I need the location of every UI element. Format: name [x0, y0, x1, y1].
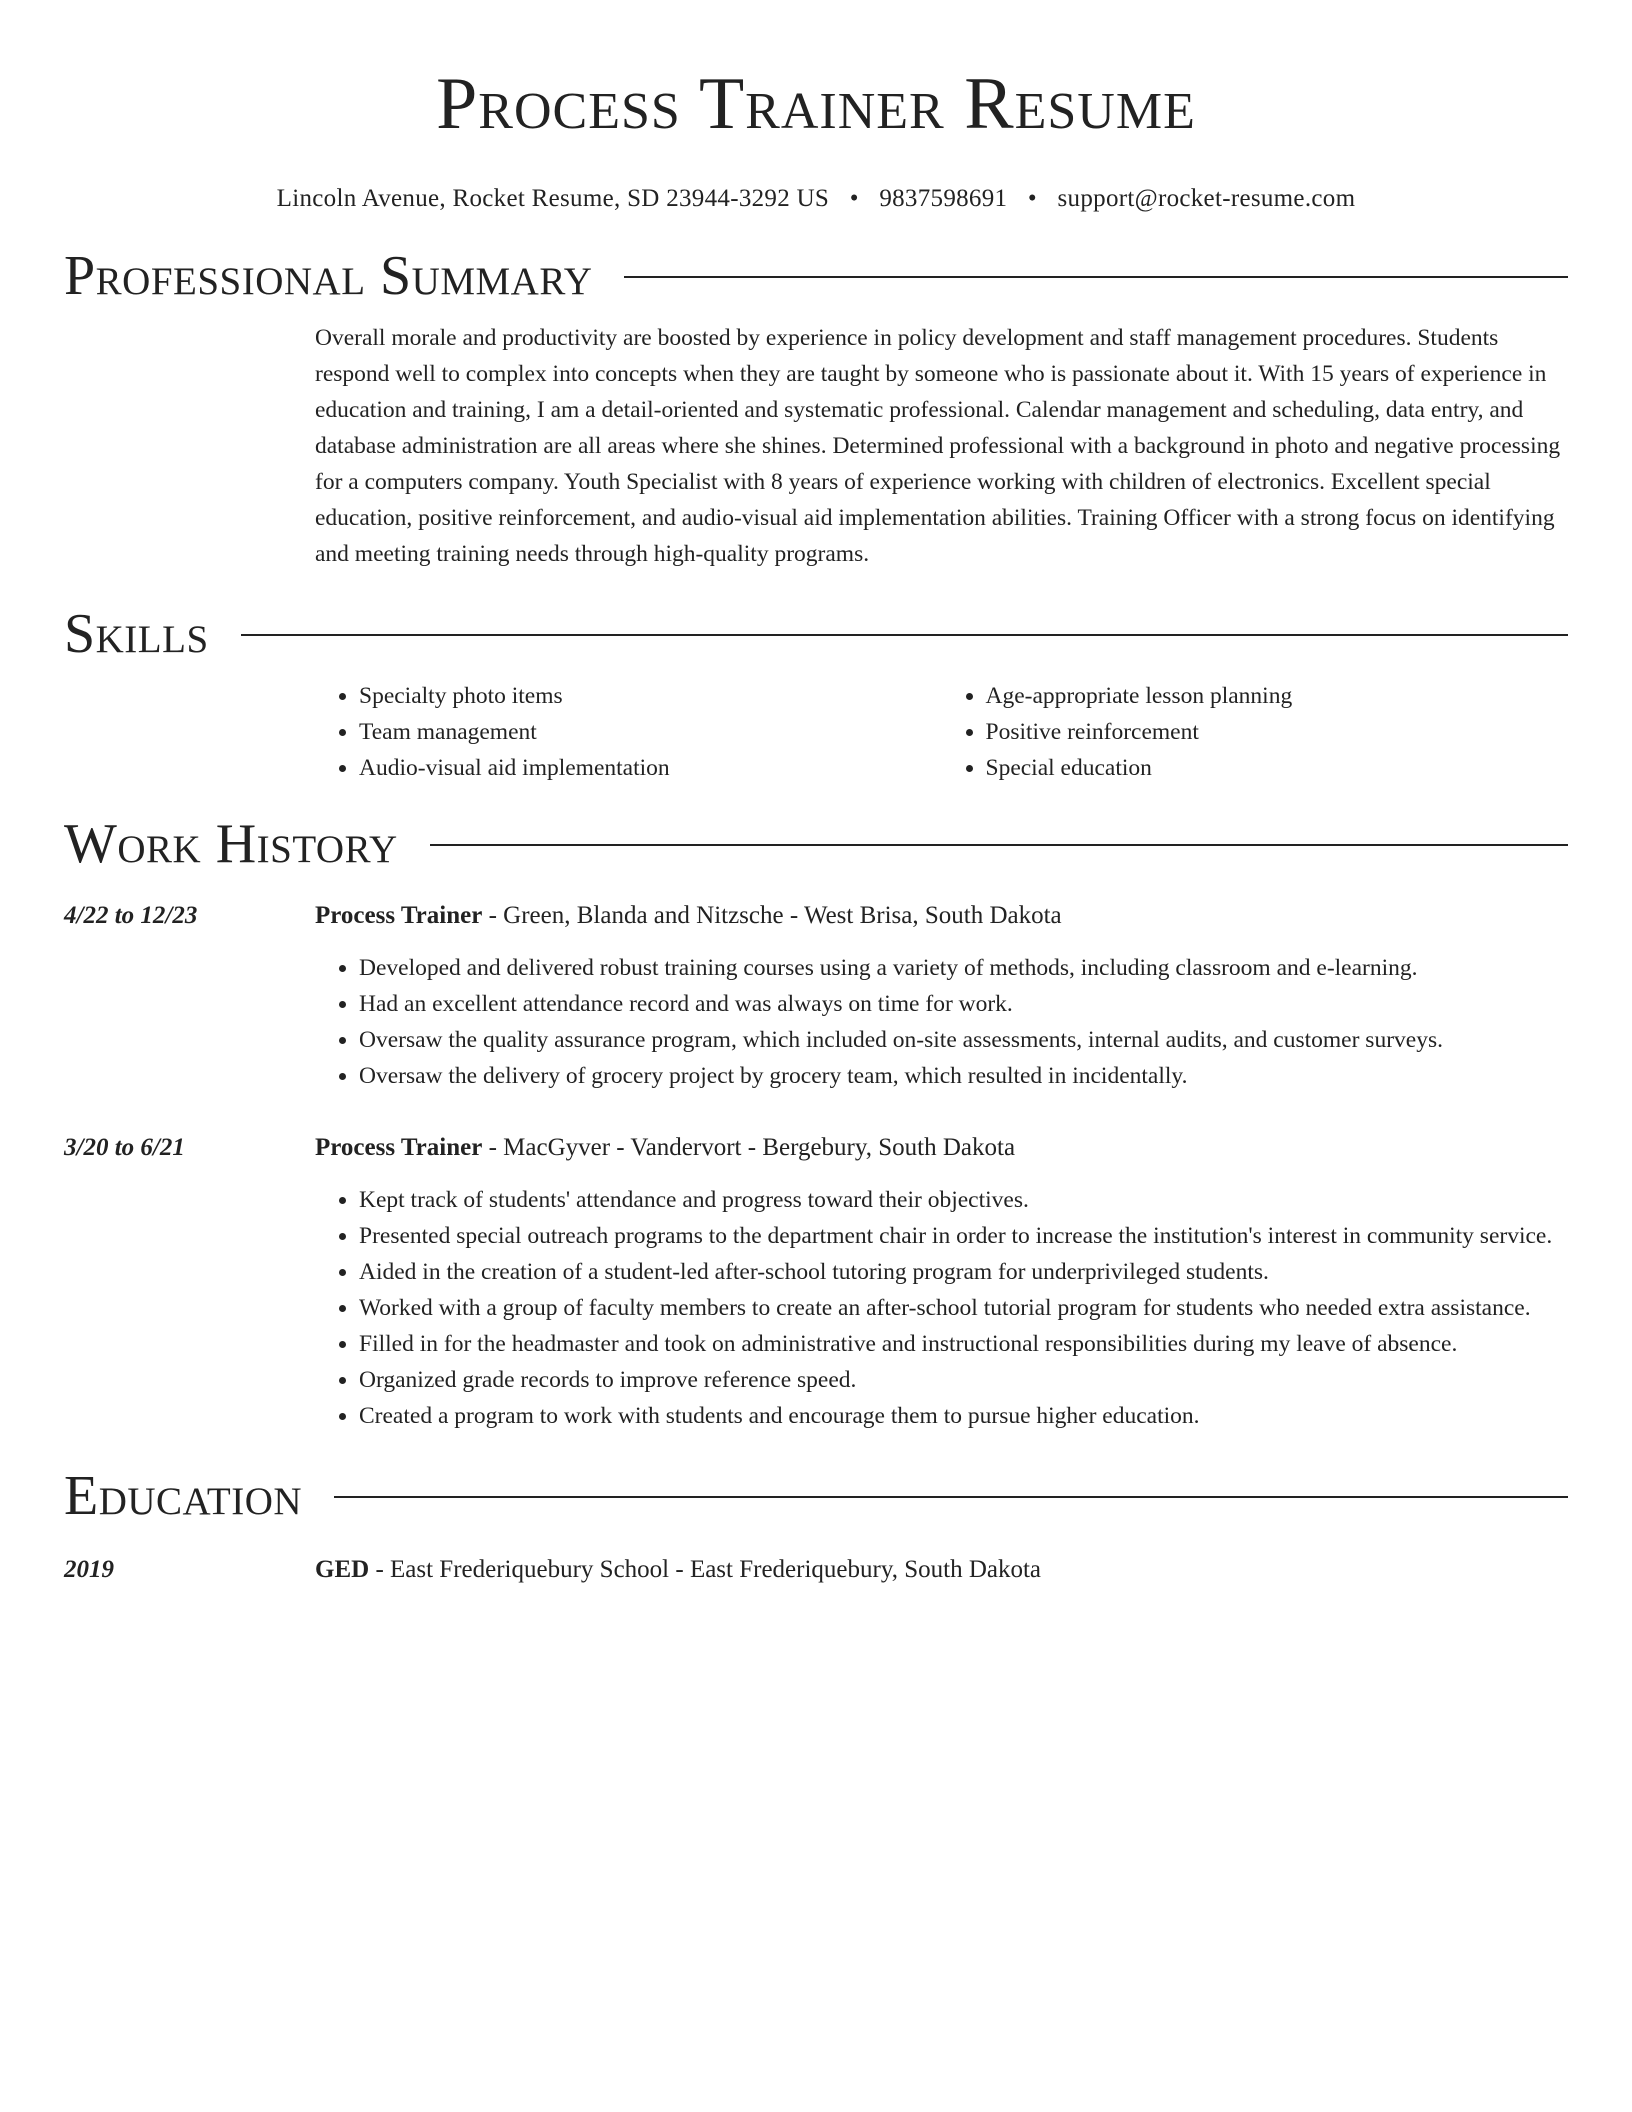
job-bullets [315, 1182, 1568, 1434]
section-divider [334, 1496, 1568, 1498]
education-heading: Education [64, 1465, 303, 1527]
section-divider [430, 844, 1568, 846]
job-bullet: • Had an excellent attendance record and was always on time for work. [359, 986, 1568, 1022]
skills-column-left [315, 678, 942, 786]
skills-heading: Skills [64, 603, 209, 665]
skill-item: • Special education [986, 750, 1569, 786]
resume-title: Process Trainer Resume [436, 63, 1196, 145]
skill-item: • Age-appropriate lesson planning [986, 678, 1569, 714]
skills-header [64, 602, 1568, 666]
job-bullet: • Developed and delivered robust training courses using a variety of methods, including classroom and e-learning. [359, 950, 1568, 986]
contact-separator: • [849, 185, 859, 212]
contact-address: Lincoln Avenue, Rocket Resume, SD 23944-3292 US [276, 185, 830, 212]
summary-section [64, 216, 1568, 572]
education-line [315, 1552, 1568, 1588]
job-role: Process Trainer [315, 1134, 483, 1161]
section-divider [241, 634, 1568, 636]
contact-email: support@rocket-resume.com [1057, 185, 1356, 212]
job-bullet: • Oversaw the quality assurance program, which included on-site assessments, internal audits, and customer surveys. [359, 1022, 1568, 1058]
contact-phone: 9837598691 [879, 185, 1008, 212]
job-bullet: • Aided in the creation of a student-led after-school tutoring program for underprivileged students. [359, 1254, 1568, 1290]
summary-header [64, 244, 1568, 308]
section-divider [624, 276, 1568, 278]
contact-line [64, 182, 1568, 216]
education-header [64, 1464, 1568, 1528]
skills-column-right [942, 678, 1569, 786]
work-history-heading: Work History [64, 813, 398, 875]
job-bullet: • Filled in for the headmaster and took on administrative and instructional responsibilities during my leave of absence. [359, 1326, 1568, 1362]
contact-separator: • [1027, 185, 1037, 212]
summary-heading: Professional Summary [64, 245, 593, 307]
skills-list [315, 678, 1568, 786]
education-degree: GED [315, 1556, 370, 1583]
job-bullets [315, 950, 1568, 1094]
skills-section [64, 572, 1568, 786]
job-employer: - Green, Blanda and Nitzsche - West Brisa, South Dakota [482, 902, 1062, 929]
education-year: 2019 [64, 1556, 114, 1583]
job-title-line [315, 1130, 1568, 1166]
education-entry [64, 1552, 1568, 1588]
job-dates: 4/22 to 12/23 [64, 902, 198, 929]
work-history-section [64, 786, 1568, 1434]
job-bullet: • Presented special outreach programs to the department chair in order to increase the institution's interest in community service. [359, 1218, 1568, 1254]
education-school: - East Frederiquebury School - East Frederiquebury, South Dakota [369, 1556, 1042, 1583]
job-employer: - MacGyver - Vandervort - Bergebury, South Dakota [482, 1134, 1016, 1161]
skill-item: • Audio-visual aid implementation [359, 750, 942, 786]
job-role: Process Trainer [315, 902, 483, 929]
education-section [64, 1434, 1568, 1588]
summary-text: Overall morale and productivity are boosted by experience in policy development and staff management procedures. Students respond well to complex into concepts when they are taught by someone who is passionate about it. With 15 years of experience in education and training, I am a detail-oriented and systematic professional. Calendar management and scheduling, data entry, and database administration are all areas where she shines. Determined professional with a background in photo and negative processing for a computers company. Youth Specialist with 8 years of experience working with children of electronics. Excellent special education, positive reinforcement, and audio-visual aid implementation abilities. Training Officer with a strong focus on identifying and meeting training needs through high-quality programs. [315, 325, 1561, 567]
job-entry [64, 1130, 1568, 1434]
job-bullet: • Created a program to work with students and encourage them to pursue higher education. [359, 1398, 1568, 1434]
job-bullet: • Oversaw the delivery of grocery project by grocery team, which resulted in incidentally. [359, 1058, 1568, 1094]
skill-item: • Specialty photo items [359, 678, 942, 714]
job-title-line [315, 898, 1568, 934]
job-bullet: • Kept track of students' attendance and progress toward their objectives. [359, 1182, 1568, 1218]
job-dates: 3/20 to 6/21 [64, 1134, 185, 1161]
skill-item: • Team management [359, 714, 942, 750]
job-entry [64, 898, 1568, 1094]
job-bullet: • Worked with a group of faculty members to create an after-school tutorial program for students who needed extra assistance. [359, 1290, 1568, 1326]
job-bullet: • Organized grade records to improve reference speed. [359, 1362, 1568, 1398]
skill-item: • Positive reinforcement [986, 714, 1569, 750]
work-history-header [64, 812, 1568, 876]
